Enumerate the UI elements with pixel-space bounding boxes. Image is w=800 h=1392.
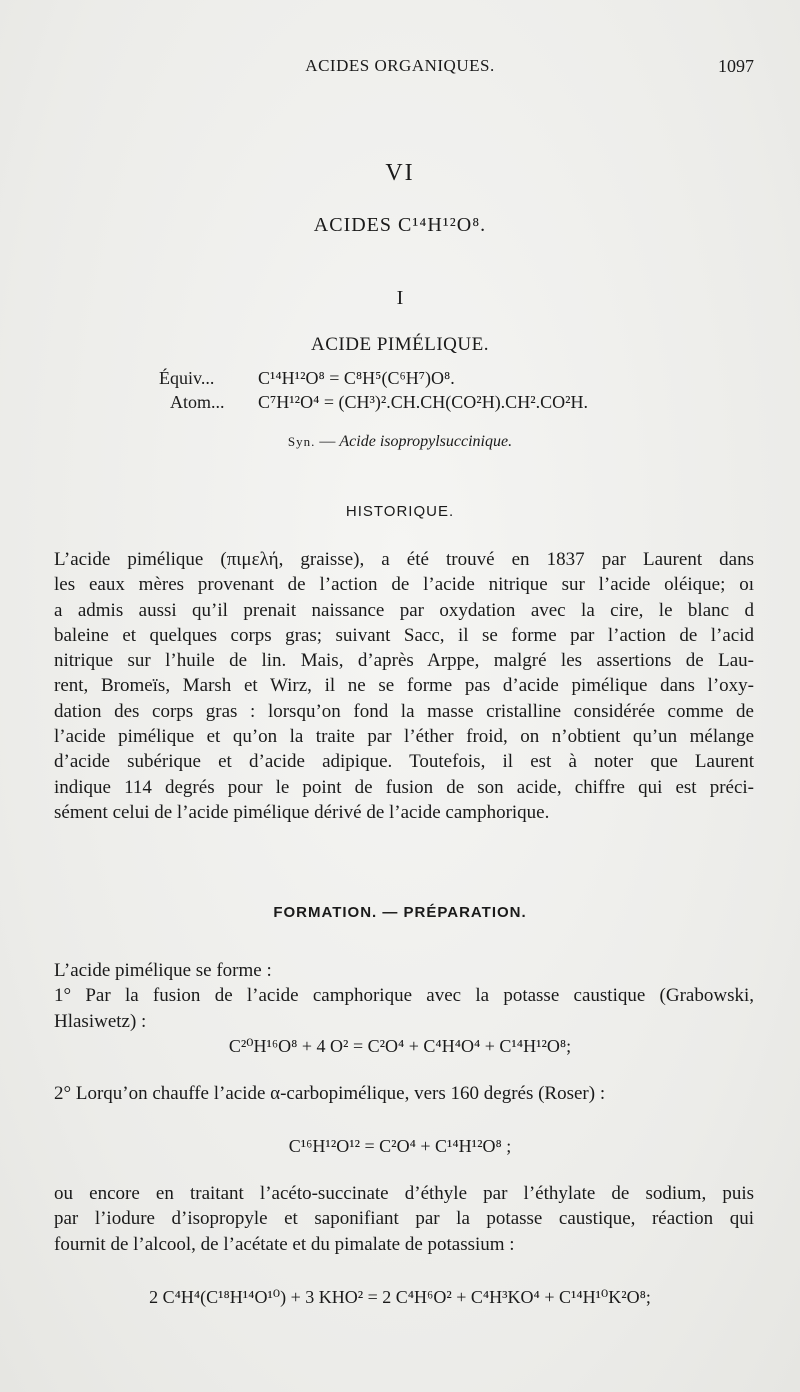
page-number: 1097: [718, 56, 754, 76]
formation-heading: FORMATION. — PRÉPARATION.: [273, 904, 527, 921]
paragraph-line: sément celui de l’acide pimélique dérivé de l’acide camphorique.: [54, 801, 550, 823]
paragraph-line: L’acide pimélique (πιμελή, graisse), a été trouvé en 1837 par Laurent dans: [54, 549, 754, 570]
atom-formula: C⁷H¹²O⁴ = (CH³)².CH.CH(CO²H).CH².CO²H.: [258, 392, 588, 412]
paragraph-line: dation des corps gras : lorsqu’on fond la masse cristalline considérée comme de: [54, 700, 754, 722]
running-header-title: ACIDES ORGANIQUES.: [305, 56, 495, 75]
synonym-dash: —: [315, 433, 340, 450]
historique-paragraph: [54, 547, 754, 825]
formation-intro: L’acide pimélique se forme :: [54, 960, 272, 981]
equation-3: 2 C⁴H⁴(C¹⁸H¹⁴O¹⁰) + 3 KHO² = 2 C⁴H⁶O² + C⁴H³KO⁴ + C¹⁴H¹⁰K²O⁸;: [149, 1287, 651, 1307]
synonym-line: [0, 433, 800, 451]
formation-item-1-line: 1° Par la fusion de l’acide camphorique avec la potasse caustique (Grabowski,: [54, 985, 754, 1007]
synonym-text: Acide isopropylsuccinique.: [339, 433, 513, 450]
paragraph-line: baleine et quelques corps gras; suivant Sacc, il se forme par l’action de l’acid: [54, 624, 754, 646]
equation-1: C²⁰H¹⁶O⁸ + 4 O² = C²O⁴ + C⁴H⁴O⁴ + C¹⁴H¹²O⁸;: [228, 1036, 572, 1056]
formation-item-2-block: [54, 1081, 754, 1106]
paragraph-line: l’acide pimélique et qu’on la traite par l’éther froid, on n’obtient qu’un mélange: [54, 726, 754, 748]
subsection-title: ACIDE PIMÉLIQUE.: [311, 334, 489, 355]
paragraph-line: d’acide subérique et d’acide adipique. Toutefois, il est à noter que Laurent: [54, 751, 754, 773]
formation-item-3-line: ou encore en traitant l’acéto-succinate d’éthyle par l’éthylate de sodium, puis: [54, 1183, 754, 1204]
paragraph-line: nitrique sur l’huile de lin. Mais, d’après Arppe, malgré les assertions de Lau-: [54, 650, 754, 672]
paragraph-line: a admis aussi qu’il prenait naissance par oxydation avec la cire, le blanc d: [54, 599, 754, 621]
paragraph-line: indique 114 degrés pour le point de fusion de son acide, chiffre qui est préci-: [54, 776, 754, 798]
formation-item-3-line: par l’iodure d’isopropyle et saponifiant par la potasse caustique, réaction qui: [54, 1208, 754, 1230]
section-number: VI: [385, 160, 415, 186]
paragraph-line: les eaux mères provenant de l’action de l’acide nitrique sur l’acide oléique; oı: [54, 574, 754, 596]
equiv-formula: C¹⁴H¹²O⁸ = C⁸H⁵(C⁶H⁷)O⁸.: [258, 368, 455, 388]
subsection-number: I: [396, 287, 404, 309]
atom-label: Atom...: [170, 392, 225, 412]
paragraph-line: rent, Bromeïs, Marsh et Wirz, il ne se forme pas d’acide pimélique dans l’oxy-: [54, 675, 754, 697]
formation-item-3-line: fournit de l’alcool, de l’acétate et du pimalate de potassium :: [54, 1233, 515, 1255]
formation-item-3-block: [54, 1181, 754, 1257]
equation-2: C¹⁶H¹²O¹² = C²O⁴ + C¹⁴H¹²O⁸ ;: [288, 1136, 512, 1156]
formation-intro-block: [54, 958, 754, 1034]
section-title: ACIDES C¹⁴H¹²O⁸.: [313, 214, 487, 236]
historique-heading: HISTORIQUE.: [345, 503, 455, 520]
equiv-label: Équiv...: [159, 368, 215, 388]
formation-item-1-line: Hlasiwetz) :: [54, 1010, 147, 1032]
synonym-label: Syn.: [287, 434, 316, 449]
formation-item-2: 2° Lorqu’on chauffe l’acide α-carbopimélique, vers 160 degrés (Roser) :: [54, 1083, 606, 1104]
